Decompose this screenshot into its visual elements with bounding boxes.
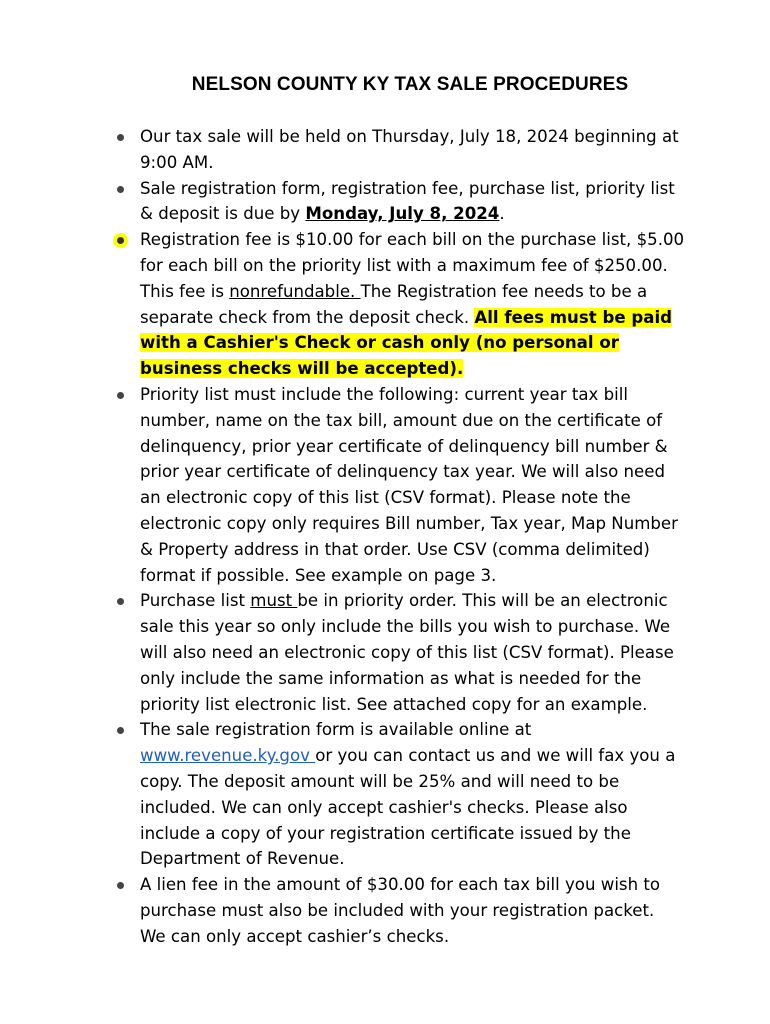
must-text: must	[250, 591, 298, 611]
list-item	[140, 717, 685, 872]
bullet-icon	[117, 186, 124, 193]
bullet-icon	[117, 727, 124, 734]
list-item	[140, 227, 685, 382]
procedure-list	[140, 124, 685, 950]
nonrefundable-text: nonrefundable.	[229, 281, 361, 301]
item-text-end: .	[499, 204, 505, 224]
document-title: NELSON COUNTY KY TAX SALE PROCEDURES	[191, 74, 629, 95]
item-text: Priority list must include the following: current year tax bill number, name on the tax bill, amount due on the certificate of delinquency, prior year certificate of delinquency bill number & prior year certificate of delinquency tax year. We will also need an electronic copy of this list (CSV format). Please note the electronic copy only requires Bill number, Tax year, Map Number & Property address in that order. Use CSV (comma delimited) format if possible. See example on page 3.	[140, 384, 678, 585]
item-text: Sale registration form, registration fee, purchase list, priority list & deposit is due by	[140, 178, 675, 224]
item-text-end: be in priority order. This will be an electronic sale this year so only include the bills you wish to purchase. We will also need an electronic copy of this list (CSV format). Please only include the same information as what is needed for the priority list electronic list. See attached copy for an example.	[140, 591, 674, 714]
bullet-icon	[117, 882, 124, 889]
bullet-icon	[117, 134, 124, 141]
item-text: Purchase list	[140, 591, 251, 611]
item-text: The sale registration form is available online at	[140, 720, 532, 740]
highlighted-payment-notice: All fees must be paid with a Cashier's Check or cash only (no personal or business checks will be accepted).	[140, 307, 673, 379]
list-item	[140, 124, 685, 176]
revenue-website-link[interactable]: www.revenue.ky.gov	[140, 746, 316, 766]
item-text: Our tax sale will be held on Thursday, July 18, 2024 beginning at 9:00 AM.	[140, 127, 679, 172]
bullet-icon	[117, 598, 124, 605]
list-item	[140, 176, 685, 228]
item-text: A lien fee in the amount of $30.00 for each tax bill you wish to purchase must also be included with your registration packet. We can only accept cashier’s checks.	[140, 875, 661, 946]
item-text-middle: The Registration fee needs to be a separate check from the deposit check.	[140, 281, 648, 327]
item-text-end: or you can contact us and we will fax you a copy. The deposit amount will be 25% and will need to be included. We can only accept cashier's checks. Please also include a copy of your registration certificate issued by the Department of Revenue.	[140, 746, 676, 869]
due-date: Monday, July 8, 2024	[305, 204, 500, 224]
list-item	[140, 588, 685, 717]
bullet-icon	[117, 237, 124, 244]
bullet-icon	[117, 392, 124, 399]
list-item	[140, 382, 685, 588]
item-text: Registration fee is $10.00 for each bill on the purchase list, $5.00 for each bill on the priority list with a maximum fee of $250.00. This fee is	[140, 230, 685, 301]
list-item	[140, 872, 685, 949]
